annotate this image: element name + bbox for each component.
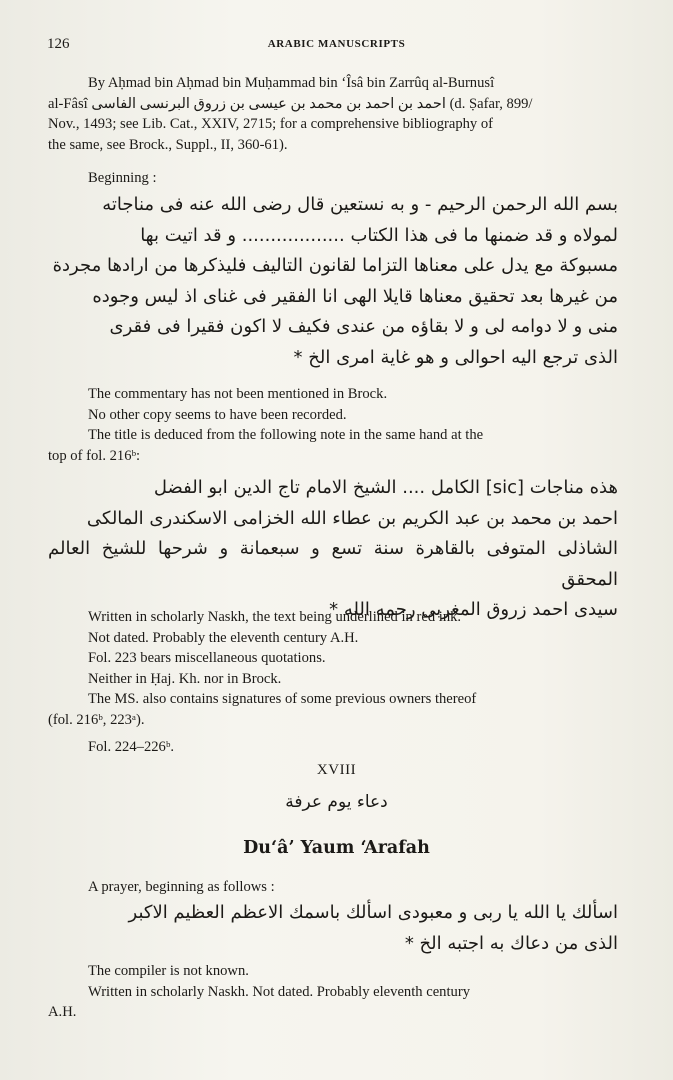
script-date-note-line-1: Written in scholarly Naskh. Not dated. Probably eleventh century <box>88 983 470 1000</box>
beginning-label-block <box>48 168 621 189</box>
arabic-line: الذى من دعاك به اجتبه الخ * <box>404 932 618 954</box>
signatures-note-line-2: (fol. 216ᵇ, 223ᵃ). <box>48 711 145 728</box>
arabic-line: من غيرها بعد تحقيق معناها قايلا الهى انا الفقير فى غناى اذ ليس وجوده <box>92 285 618 307</box>
arabic-line: هذه مناجات [sic] الكامل .... الشيخ الامام تاج الدين ابو الفضل <box>153 477 618 498</box>
arabic-line: الذى ترجع اليه احوالى و هو غاية امرى الخ * <box>293 346 618 368</box>
arabic-line: بسم الله الرحمن الرحيم - و به نستعين قال رضى الله عنه فى مناجاته <box>102 194 618 215</box>
script-note: Written in scholarly Naskh, the text being underlined in red ink. <box>88 609 462 625</box>
date-note: Not dated. Probably the eleventh century A.H. <box>88 629 359 646</box>
notes-block-2 <box>48 607 621 757</box>
entry-intro <box>48 73 621 155</box>
intro-line-3: Nov., 1493; see Lib. Cat., XXIV, 2715; for a comprehensive bibliography of <box>48 116 494 133</box>
script-date-note-line-2: A.H. <box>48 1004 77 1021</box>
commentary-note: The commentary has not been mentioned in Brock. <box>88 386 388 402</box>
beginning-label: Beginning : <box>88 170 157 186</box>
notes-block-3 <box>48 961 621 1023</box>
arabic-line: لمولاه و قد ضمنها ما فى هذا الكتاب .................. و قد اتيت بها <box>140 224 618 246</box>
page-header <box>0 36 673 58</box>
prayer-label-block <box>48 877 621 898</box>
folio-range: Fol. 224–226ᵇ. <box>88 738 175 755</box>
references-note: Neither in Ḥaj. Kh. nor in Brock. <box>88 670 282 687</box>
arabic-title: دعاء يوم عرفة <box>285 792 388 812</box>
no-copy-note: No other copy seems to have been recorded. <box>88 406 347 423</box>
title-note-line-1: The title is deduced from the following note in the same hand at the <box>88 427 484 444</box>
arabic-line: احمد بن محمد بن عبد الكريم بن عطاء الله الخزامى الاسكندرى المالكى <box>86 507 618 529</box>
intro-line-4: the same, see Brock., Suppl., II, 360-61). <box>48 136 288 153</box>
arabic-line: مسبوكة مع يدل على معناها التزاما لقانون التاليف فليذكرها من ارادها مجردة <box>52 255 618 276</box>
section-number: XVIII <box>316 762 357 778</box>
signatures-note-line-1: The MS. also contains signatures of some previous owners thereof <box>88 691 477 708</box>
page-number: 126 <box>47 36 70 52</box>
entry-title: Du‘â’ Yaum ‘Arafah <box>243 838 430 858</box>
arabic-line: منى و لا دوامه لى و لا بقاؤه من عندى فكيف لا اكون فقيرا فى فقرى <box>109 316 618 337</box>
intro-line-2: al-Fâsî احمد بن احمد بن محمد بن عيسى بن زروق البرنسى الفاسى (d. Ṣafar, 899/ <box>48 95 533 112</box>
arabic-beginning-passage <box>48 190 618 373</box>
arabic-line: الشاذلى المتوفى بالقاهرة سنة تسع و سبعمانة و شرحها للشيخ العالم المحقق <box>48 538 618 590</box>
arabic-note-passage <box>48 473 618 626</box>
running-head: ARABIC MANUSCRIPTS <box>267 38 406 50</box>
title-note-line-2: top of fol. 216ᵇ: <box>48 447 141 464</box>
notes-block-1 <box>48 384 621 466</box>
intro-line-1: By Aḥmad bin Aḥmad bin Muḥammad bin ‘Îsâ bin Zarrûq al-Burnusî <box>88 75 495 91</box>
fol223-note: Fol. 223 bears miscellaneous quotations. <box>88 650 326 667</box>
prayer-label: A prayer, beginning as follows : <box>88 879 275 895</box>
arabic-line: سيدى احمد زروق المغربى رحمه الله * <box>329 599 618 620</box>
compiler-note: The compiler is not known. <box>88 963 249 979</box>
arabic-prayer-passage <box>48 898 618 959</box>
arabic-line: اسألك يا الله يا ربى و معبودى اسألك باسمك الاعظم العظيم الاكبر <box>128 902 618 923</box>
